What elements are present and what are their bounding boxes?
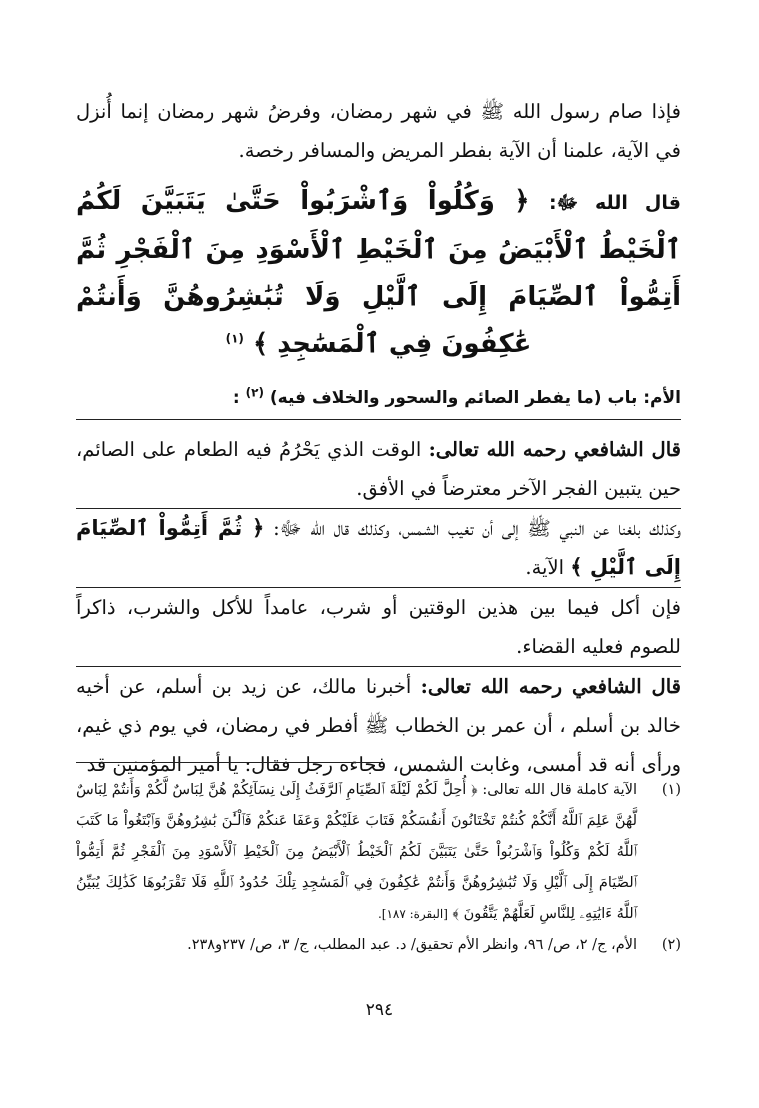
footnote-1-reference: [البقرة: ١٨٧]. [377, 907, 448, 921]
footnote-2-number: (٢) [661, 937, 681, 953]
paragraph-4-lead: قال الشافعي رحمه الله تعالى: [420, 675, 681, 698]
footnote-ref-2: (٢) [245, 385, 264, 400]
intro-text: فإذا صام رسول الله ﷺ في شهر رمضان، وفرضُ شهر رمضان إنما أُنزل في الآية، علمنا أن الآية بفطر المريض والمسافر رخصة. [76, 100, 681, 162]
heading-divider [76, 419, 681, 420]
footnote-ref-1: (١) [225, 331, 244, 346]
paragraph-1-text: الوقت الذي يَحْرُمُ فيه الطعام على الصائم، حين يتبين الفجر الآخر معترضاً في الأفق. [76, 438, 681, 500]
paragraph-4-text: أخبرنا مالك، عن زيد بن أسلم، عن أخيه خالد بن أسلم ، أن عمر بن الخطاب ﷺ أفطر في رمضان، في يوم ذي غيم، ورأى أنه قد أمسى، وغابت الشمس، فجاءه رجل فقال: يا أمير المؤمنين قد [76, 675, 681, 776]
footnote-2-text: الأم، ج/ ٢، ص/ ٩٦، وانظر الأم تحقيق/ د. عبد المطلب، ج/ ٣، ص/ ٢٣٧و٢٣٨. [187, 937, 637, 953]
paragraph-2-text: وكذلك بلغنا عن النبي ﷺ إلى أن تغيب الشمس، وكذلك قال الله ﷻ: [273, 517, 681, 540]
chapter-colon: : [232, 388, 240, 408]
paragraph-2 [76, 509, 681, 587]
verse-text: ﴿ وَكُلُواْ وَٱشْرَبُواْ حَتَّىٰ يَتَبَيَّنَ لَكُمُ ٱلْخَيْطُ ٱلْأَبْيَضُ مِنَ ٱلْخَيْطِ ٱلْأَسْوَدِ مِنَ ٱلْفَجْرِ ثُمَّ أَتِمُّواْ ٱلصِّيَامَ إِلَى ٱلَّيْلِ وَلَا تُبَٰشِرُوهُنَّ وَأَنتُمْ عَٰكِفُونَ فِي ٱلْمَسَٰجِدِ ﴾ [76, 186, 681, 359]
footnote-1-text: الآية كاملة قال الله تعالى: ﴿ أُحِلَّ لَكُمْ لَيْلَةَ ٱلصِّيَامِ ٱلرَّفَثُ إِلَىٰ نِسَآئِكُمْ هُنَّ لِبَاسٌ لَّكُمْ وَأَنتُمْ لِبَاسٌ لَّهُنَّ عَلِمَ ٱللَّهُ أَنَّكُمْ كُنتُمْ تَخْتَانُونَ أَنفُسَكُمْ فَتَابَ عَلَيْكُمْ وَعَفَا عَنكُمْ فَٱلْـَٰٔنَ بَٰشِرُوهُنَّ وَٱبْتَغُواْ مَا كَتَبَ ٱللَّهُ لَكُمْ وَكُلُواْ وَٱشْرَبُواْ حَتَّىٰ يَتَبَيَّنَ لَكُمُ ٱلْخَيْطُ ٱلْأَبْيَضُ مِنَ ٱلْخَيْطِ ٱلْأَسْوَدِ مِنَ ٱلْفَجْرِ ثُمَّ أَتِمُّواْ ٱلصِّيَامَ إِلَى ٱلَّيْلِ وَلَا تُبَٰشِرُوهُنَّ وَأَنتُمْ عَٰكِفُونَ فِي ٱلْمَسَٰجِدِ تِلْكَ حُدُودُ ٱللَّهِ فَلَا تَقْرَبُوهَا كَذَٰلِكَ يُبَيِّنُ ٱللَّهُ ءَايَٰتِهِۦ لِلنَّاسِ لَعَلَّهُمْ يَتَّقُونَ ﴾ [76, 782, 637, 922]
footnote-2 [76, 930, 681, 961]
paragraph-4 [76, 667, 681, 784]
verse-lead: قال الله ﷻ: [548, 192, 681, 214]
footnotes-divider [76, 762, 382, 763]
quran-verse-block [76, 178, 681, 368]
chapter-heading-text: الأم: باب (ما يفطر الصائم والسحور والخلاف فيه) [269, 388, 681, 408]
page-number: ٢٩٤ [365, 1000, 394, 1020]
paragraph-3-text: فإن أكل فيما بين هذين الوقتين أو شرب، عامداً للأكل والشرب، ذاكراً للصوم فعليه القضاء. [76, 596, 681, 658]
intro-paragraph [76, 92, 681, 170]
footnotes [76, 775, 681, 961]
paragraph-1 [76, 430, 681, 508]
paragraph-1-lead: قال الشافعي رحمه الله تعالى: [428, 438, 681, 461]
footnote-1-number: (١) [661, 782, 681, 798]
footnote-1 [76, 775, 681, 930]
paragraph-3 [76, 588, 681, 666]
paragraph-2-quote: ﴿ ثُمَّ أَتِمُّواْ ٱلصِّيَامَ إِلَى ٱلَّيْلِ ﴾ [76, 516, 681, 579]
paragraph-2-tail: الآية. [525, 556, 565, 579]
chapter-heading [76, 380, 681, 416]
